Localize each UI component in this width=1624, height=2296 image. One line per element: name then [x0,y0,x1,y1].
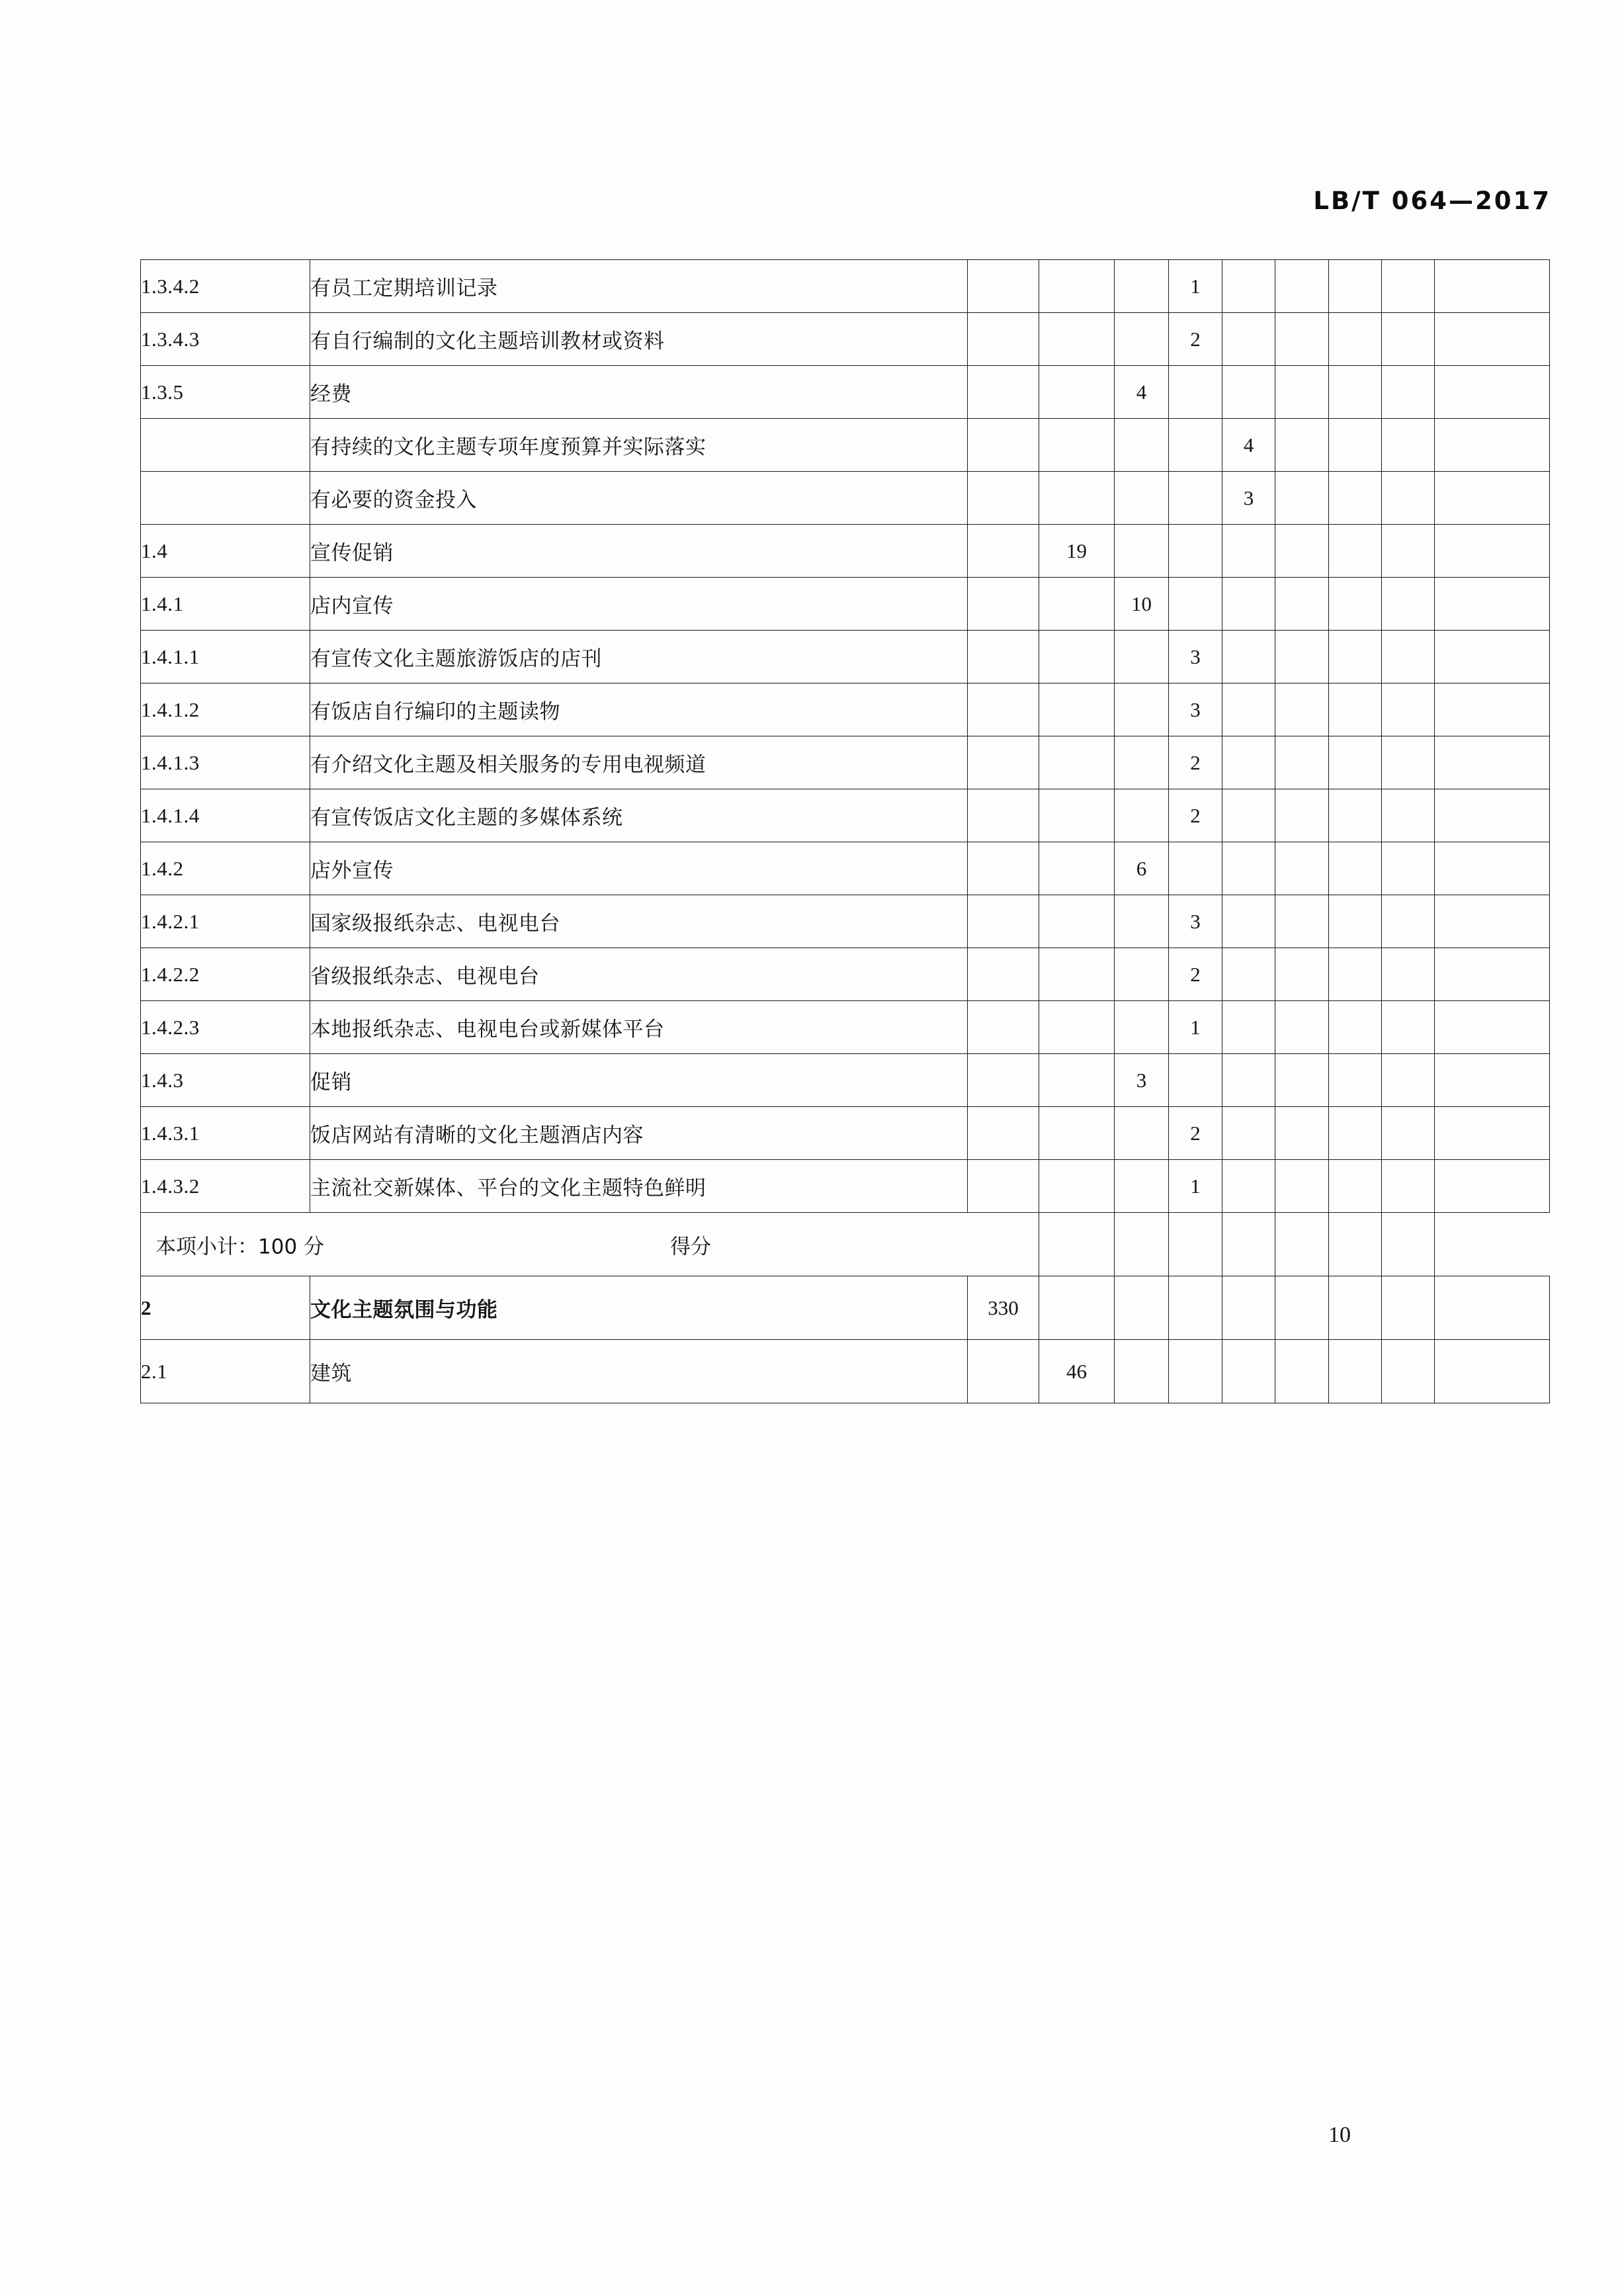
score-cell-col2 [1039,366,1115,419]
score-cell-col2 [1039,1001,1115,1054]
score-cell-col6 [1275,1340,1329,1403]
item-description-cell: 有介绍文化主题及相关服务的专用电视频道 [310,736,968,789]
score-cell-col8 [1382,895,1435,948]
score-cell-col3 [1115,1276,1169,1340]
score-cell-col6 [1275,366,1329,419]
score-cell-col4: 2 [1169,736,1222,789]
score-cell-col5: 3 [1222,472,1275,525]
score-cell-col2 [1039,631,1115,684]
score-cell-col6 [1275,631,1329,684]
scoring-table-body [141,260,1550,1403]
item-code-cell [141,472,310,525]
score-cell-col3 [1115,736,1169,789]
score-cell-col1 [968,736,1039,789]
score-cell-col2 [1039,842,1115,895]
score-cell-col2: 19 [1039,525,1115,578]
score-cell-col1 [968,1001,1039,1054]
section-title-cell: 建筑 [310,1340,968,1403]
item-description-cell: 主流社交新媒体、平台的文化主题特色鲜明 [310,1160,968,1213]
score-cell-col9 [1435,1160,1550,1213]
score-cell-col2 [1039,948,1115,1001]
score-cell-col7 [1329,1001,1382,1054]
score-cell-col6 [1275,1054,1329,1107]
score-cell-col3 [1115,684,1169,736]
item-code-cell: 1.4.2.2 [141,948,310,1001]
score-cell-col9 [1435,419,1550,472]
item-description-cell: 经费 [310,366,968,419]
score-cell-col1 [968,948,1039,1001]
score-cell-col1 [968,578,1039,631]
score-cell-col2 [1039,313,1115,366]
score-cell-col5 [1222,260,1275,313]
score-cell-col9 [1435,366,1550,419]
score-cell-col7 [1329,1054,1382,1107]
item-code-cell: 1.4.1.2 [141,684,310,736]
table-row [141,419,1550,472]
score-cell-col7 [1329,948,1382,1001]
score-cell-col3 [1115,631,1169,684]
table-row [141,578,1550,631]
item-code-cell: 1.3.4.2 [141,260,310,313]
subtotal-score-cell-col8 [1329,1213,1382,1276]
score-cell-col6 [1275,1160,1329,1213]
score-cell-col6 [1275,1001,1329,1054]
item-description-cell: 本地报纸杂志、电视电台或新媒体平台 [310,1001,968,1054]
score-cell-col6 [1275,313,1329,366]
item-description-cell: 促销 [310,1054,968,1107]
score-cell-col4: 1 [1169,260,1222,313]
score-cell-col1 [968,684,1039,736]
score-cell-col9 [1435,1340,1550,1403]
score-cell-col5 [1222,366,1275,419]
score-cell-col7 [1329,313,1382,366]
score-cell-col8 [1382,789,1435,842]
item-description-cell: 有必要的资金投入 [310,472,968,525]
score-cell-col8 [1382,1160,1435,1213]
score-cell-col9 [1435,1107,1550,1160]
subtotal-score-label: 得分 [670,1235,711,1258]
score-cell-col3 [1115,895,1169,948]
score-cell-col8 [1382,313,1435,366]
table-row [141,842,1550,895]
score-cell-col6 [1275,895,1329,948]
table-row [141,948,1550,1001]
score-cell-col1 [968,313,1039,366]
score-cell-col5 [1222,684,1275,736]
item-code-cell: 1.3.4.3 [141,313,310,366]
score-cell-col7 [1329,789,1382,842]
score-cell-col8 [1382,578,1435,631]
score-cell-col9 [1435,842,1550,895]
subtotal-score-cell-col7 [1275,1213,1329,1276]
section-heading-row [141,1276,1550,1340]
score-cell-col4 [1169,578,1222,631]
score-cell-col1 [968,631,1039,684]
score-cell-col3 [1115,1340,1169,1403]
score-cell-col7 [1329,366,1382,419]
score-cell-col7 [1329,1107,1382,1160]
score-cell-col1 [968,1340,1039,1403]
score-cell-col3: 6 [1115,842,1169,895]
score-cell-col5 [1222,1107,1275,1160]
score-cell-col2 [1039,1107,1115,1160]
score-cell-col5 [1222,631,1275,684]
item-code-cell: 1.4.3.2 [141,1160,310,1213]
subtotal-score-cell-col5 [1169,1213,1222,1276]
score-cell-col3: 10 [1115,578,1169,631]
score-cell-col2 [1039,1160,1115,1213]
score-cell-col9 [1435,578,1550,631]
item-description-cell: 宣传促销 [310,525,968,578]
table-row [141,684,1550,736]
item-description-cell: 店外宣传 [310,842,968,895]
item-description-cell: 有自行编制的文化主题培训教材或资料 [310,313,968,366]
score-cell-col1 [968,789,1039,842]
subtotal-score-cell-col9 [1382,1213,1435,1276]
table-row [141,313,1550,366]
score-cell-col3 [1115,789,1169,842]
score-cell-col5 [1222,578,1275,631]
item-code-cell: 1.4.1.3 [141,736,310,789]
score-cell-col4: 1 [1169,1001,1222,1054]
score-cell-col8 [1382,1340,1435,1403]
score-cell-col4: 3 [1169,684,1222,736]
score-cell-col5 [1222,895,1275,948]
section-code-cell: 2.1 [141,1340,310,1403]
score-cell-col6 [1275,472,1329,525]
score-cell-col2: 46 [1039,1340,1115,1403]
item-code-cell [141,419,310,472]
score-cell-col2 [1039,260,1115,313]
score-cell-col1 [968,419,1039,472]
standard-number-header: LB/T 064—2017 [1313,187,1551,215]
score-cell-col1: 330 [968,1276,1039,1340]
score-cell-col3 [1115,1107,1169,1160]
score-cell-col1 [968,1054,1039,1107]
score-cell-col5 [1222,1160,1275,1213]
score-cell-col1 [968,1160,1039,1213]
score-cell-col9 [1435,948,1550,1001]
score-cell-col5 [1222,789,1275,842]
score-cell-col7 [1329,260,1382,313]
item-code-cell: 1.4 [141,525,310,578]
score-cell-col3 [1115,472,1169,525]
score-cell-col3 [1115,525,1169,578]
score-cell-col6 [1275,419,1329,472]
score-cell-col4 [1169,842,1222,895]
score-cell-col9 [1435,736,1550,789]
item-code-cell: 1.4.3.1 [141,1107,310,1160]
score-cell-col7 [1329,842,1382,895]
score-cell-col8 [1382,1001,1435,1054]
item-description-cell: 国家级报纸杂志、电视电台 [310,895,968,948]
item-code-cell: 1.4.2 [141,842,310,895]
item-description-cell: 有饭店自行编印的主题读物 [310,684,968,736]
table-row [141,895,1550,948]
table-row [141,631,1550,684]
score-cell-col9 [1435,895,1550,948]
score-cell-col1 [968,895,1039,948]
score-cell-col9 [1435,789,1550,842]
score-cell-col8 [1382,1107,1435,1160]
score-cell-col8 [1382,842,1435,895]
score-cell-col1 [968,1107,1039,1160]
score-cell-col7 [1329,684,1382,736]
score-cell-col3 [1115,313,1169,366]
score-cell-col4 [1169,366,1222,419]
score-cell-col2 [1039,736,1115,789]
score-cell-col4: 2 [1169,789,1222,842]
table-row [141,736,1550,789]
score-cell-col2 [1039,419,1115,472]
table-row [141,789,1550,842]
score-cell-col6 [1275,1276,1329,1340]
score-cell-col4: 2 [1169,313,1222,366]
score-cell-col6 [1275,578,1329,631]
score-cell-col3 [1115,260,1169,313]
item-code-cell: 1.3.5 [141,366,310,419]
score-cell-col8 [1382,260,1435,313]
score-cell-col6 [1275,842,1329,895]
score-cell-col8 [1382,1054,1435,1107]
score-cell-col4: 2 [1169,948,1222,1001]
score-cell-col8 [1382,472,1435,525]
table-row [141,1054,1550,1107]
item-description-cell: 省级报纸杂志、电视电台 [310,948,968,1001]
score-cell-col6 [1275,684,1329,736]
score-cell-col7 [1329,1160,1382,1213]
score-cell-col9 [1435,1001,1550,1054]
item-description-cell: 有员工定期培训记录 [310,260,968,313]
score-cell-col2 [1039,895,1115,948]
subtotal-label-cell [141,1213,1039,1276]
table-row [141,260,1550,313]
score-cell-col8 [1382,366,1435,419]
score-cell-col8 [1382,419,1435,472]
score-cell-col4 [1169,1054,1222,1107]
score-cell-col4: 3 [1169,895,1222,948]
score-cell-col7 [1329,472,1382,525]
score-cell-col5 [1222,1054,1275,1107]
score-cell-col3 [1115,1160,1169,1213]
item-description-cell: 有持续的文化主题专项年度预算并实际落实 [310,419,968,472]
score-cell-col2 [1039,1276,1115,1340]
subtotal-row [141,1213,1550,1276]
score-cell-col3 [1115,419,1169,472]
item-code-cell: 1.4.1.1 [141,631,310,684]
score-cell-col5 [1222,842,1275,895]
score-cell-col1 [968,525,1039,578]
score-cell-col9 [1435,313,1550,366]
score-cell-col7 [1329,419,1382,472]
item-code-cell: 1.4.2.3 [141,1001,310,1054]
score-cell-col4: 2 [1169,1107,1222,1160]
score-cell-col1 [968,260,1039,313]
score-cell-col1 [968,366,1039,419]
score-cell-col5 [1222,1276,1275,1340]
score-cell-col1 [968,842,1039,895]
score-cell-col8 [1382,948,1435,1001]
score-cell-col9 [1435,472,1550,525]
score-cell-col1 [968,472,1039,525]
page-number: 10 [1328,2123,1351,2147]
score-cell-col5: 4 [1222,419,1275,472]
score-cell-col5 [1222,525,1275,578]
score-cell-col9 [1435,525,1550,578]
subtotal-score-cell-col4 [1115,1213,1169,1276]
score-cell-col3 [1115,1001,1169,1054]
score-cell-col5 [1222,736,1275,789]
table-row [141,1107,1550,1160]
score-cell-col6 [1275,789,1329,842]
score-cell-col9 [1435,1054,1550,1107]
score-cell-col7 [1329,895,1382,948]
subtotal-total-label: 本项小计：100 分 [155,1235,325,1258]
table-row [141,366,1550,419]
score-cell-col7 [1329,1276,1382,1340]
score-cell-col8 [1382,1276,1435,1340]
score-cell-col7 [1329,631,1382,684]
score-cell-col2 [1039,789,1115,842]
scoring-table [140,259,1550,1403]
score-cell-col7 [1329,1340,1382,1403]
score-cell-col9 [1435,631,1550,684]
score-cell-col4 [1169,525,1222,578]
score-cell-col7 [1329,578,1382,631]
scoring-table-container [140,259,1549,1403]
score-cell-col3: 3 [1115,1054,1169,1107]
section-code-cell: 2 [141,1276,310,1340]
score-cell-col5 [1222,313,1275,366]
score-cell-col6 [1275,525,1329,578]
score-cell-col4: 3 [1169,631,1222,684]
subtotal-score-cell-col6 [1222,1213,1275,1276]
score-cell-col5 [1222,1340,1275,1403]
score-cell-col7 [1329,525,1382,578]
score-cell-col6 [1275,260,1329,313]
item-code-cell: 1.4.3 [141,1054,310,1107]
item-description-cell: 有宣传饭店文化主题的多媒体系统 [310,789,968,842]
score-cell-col2 [1039,472,1115,525]
score-cell-col5 [1222,1001,1275,1054]
table-row [141,1160,1550,1213]
score-cell-col4: 1 [1169,1160,1222,1213]
score-cell-col6 [1275,948,1329,1001]
score-cell-col4 [1169,419,1222,472]
item-description-cell: 店内宣传 [310,578,968,631]
score-cell-col8 [1382,736,1435,789]
score-cell-col9 [1435,260,1550,313]
score-cell-col7 [1329,736,1382,789]
score-cell-col8 [1382,684,1435,736]
item-description-cell: 有宣传文化主题旅游饭店的店刊 [310,631,968,684]
score-cell-col2 [1039,578,1115,631]
score-cell-col8 [1382,525,1435,578]
score-cell-col4 [1169,472,1222,525]
item-code-cell: 1.4.1.4 [141,789,310,842]
section-title-cell: 文化主题氛围与功能 [310,1276,968,1340]
item-code-cell: 1.4.1 [141,578,310,631]
table-row [141,472,1550,525]
item-description-cell: 饭店网站有清晰的文化主题酒店内容 [310,1107,968,1160]
score-cell-col6 [1275,736,1329,789]
score-cell-col2 [1039,684,1115,736]
subtotal-score-cell-col3 [1039,1213,1115,1276]
score-cell-col9 [1435,1276,1550,1340]
score-cell-col4 [1169,1340,1222,1403]
table-row [141,1001,1550,1054]
score-cell-col5 [1222,948,1275,1001]
score-cell-col8 [1382,631,1435,684]
score-cell-col4 [1169,1276,1222,1340]
score-cell-col2 [1039,1054,1115,1107]
table-row [141,525,1550,578]
score-cell-col6 [1275,1107,1329,1160]
section-heading-row [141,1340,1550,1403]
score-cell-col3: 4 [1115,366,1169,419]
score-cell-col9 [1435,684,1550,736]
score-cell-col3 [1115,948,1169,1001]
item-code-cell: 1.4.2.1 [141,895,310,948]
